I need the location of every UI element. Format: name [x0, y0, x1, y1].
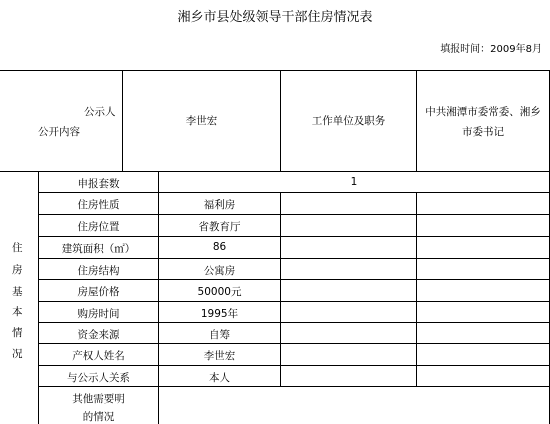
col-divider — [280, 192, 281, 386]
row-label-area: 建筑面积（㎡） — [61, 243, 136, 255]
corner-bottom-label: 公开内容 — [38, 126, 80, 138]
row-divider — [38, 386, 550, 387]
row-label-location: 住房位置 — [77, 221, 120, 233]
row-divider — [38, 301, 550, 302]
row-label-relation: 与公示人关系 — [67, 372, 130, 384]
row-value-price: 50000元 — [197, 286, 242, 298]
row-divider — [38, 343, 550, 344]
section-label-char: 房 — [12, 264, 23, 276]
row-label-other-line2: 的情况 — [82, 411, 115, 423]
row-divider — [38, 192, 550, 193]
row-label-count: 申报套数 — [77, 178, 120, 190]
row-value-structure: 公寓房 — [203, 265, 236, 277]
row-label-owner: 产权人姓名 — [72, 350, 125, 362]
row-label-purchase-time: 购房时间 — [77, 308, 120, 320]
row-label-funding: 资金来源 — [77, 329, 120, 341]
row-divider — [38, 236, 550, 237]
document-title: 湘乡市县处级领导干部住房情况表 — [177, 10, 373, 25]
row-label-price: 房屋价格 — [77, 286, 120, 298]
official-name: 李世宏 — [185, 115, 218, 127]
section-label-char: 情 — [12, 327, 23, 339]
col-divider — [416, 70, 417, 171]
col-divider — [416, 192, 417, 386]
row-value-nature: 福利房 — [203, 199, 236, 211]
corner-top-label: 公示人 — [84, 106, 116, 118]
row-divider — [38, 279, 550, 280]
row-label-other-line1: 其他需要明 — [72, 393, 125, 405]
row-label-nature: 住房性质 — [77, 199, 120, 211]
row-divider — [38, 214, 550, 215]
fill-date: 填报时间：2009年8月 — [440, 44, 542, 55]
section-label-char: 况 — [12, 348, 23, 360]
section-label-char: 住 — [12, 242, 23, 254]
org-value-line2: 市委书记 — [462, 126, 504, 138]
row-value-area: 86 — [212, 241, 227, 253]
row-value-location: 省教育厅 — [198, 221, 241, 233]
row-divider — [38, 365, 550, 366]
row-value-purchase-time: 1995年 — [200, 308, 239, 320]
table-top-border — [0, 70, 550, 71]
row-value-relation: 本人 — [209, 372, 230, 384]
row-divider — [38, 258, 550, 259]
header-bottom-border — [0, 171, 550, 172]
row-value-count: 1 — [350, 176, 358, 188]
row-value-owner: 李世宏 — [203, 350, 236, 362]
section-label-char: 基 — [12, 286, 23, 298]
row-label-structure: 住房结构 — [77, 265, 120, 277]
row-divider — [38, 322, 550, 323]
row-value-funding: 自筹 — [209, 329, 230, 341]
org-value-line1: 中共湘潭市委常委、湘乡 — [425, 106, 541, 118]
org-label: 工作单位及职务 — [311, 115, 386, 127]
section-label-char: 本 — [12, 306, 23, 318]
